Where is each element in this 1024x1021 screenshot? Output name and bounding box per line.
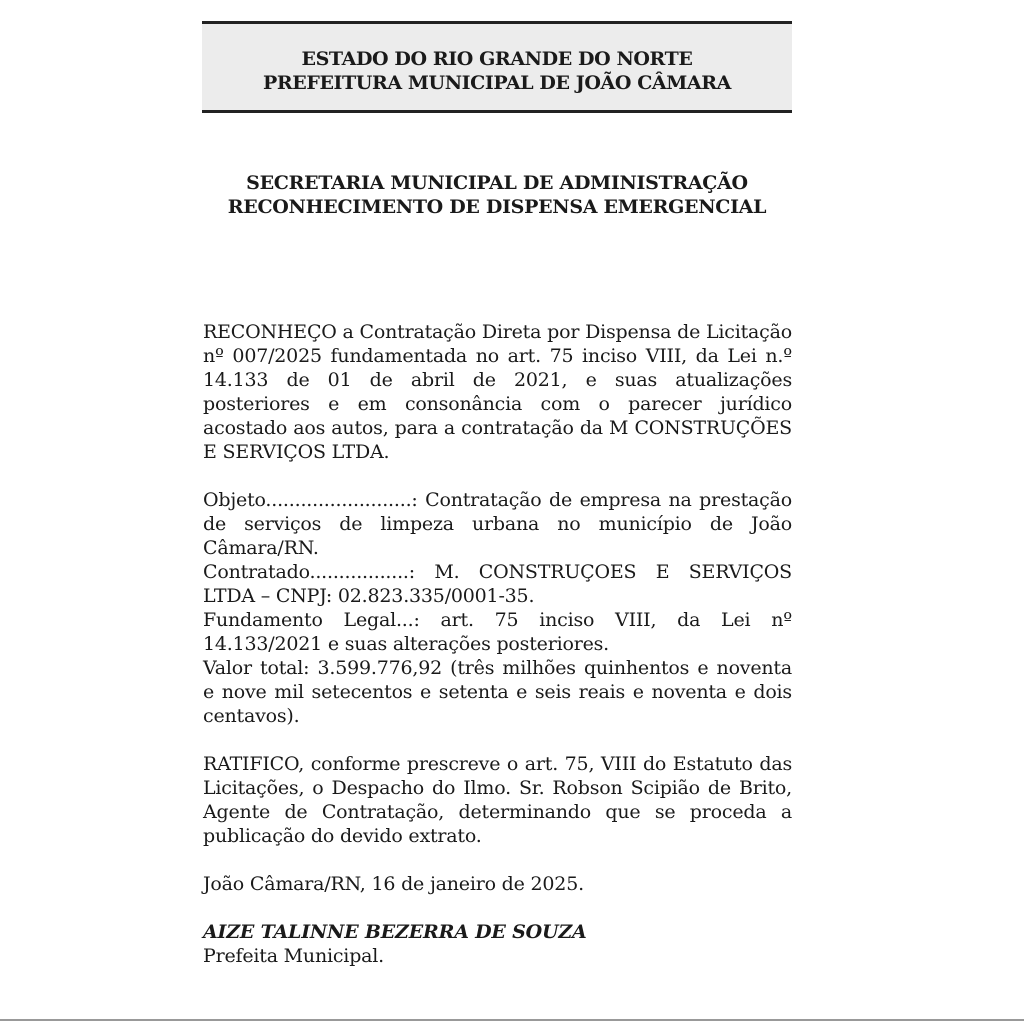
spacer [203, 464, 792, 488]
state-name: ESTADO DO RIO GRANDE DO NORTE [301, 48, 693, 70]
ratification-paragraph: RATIFICO, conforme prescreve o art. 75, VIII do Estatuto das Licitações, o Despacho do Ilmo. Sr. Robson Scipião de Brito, Agente de Contratação, determinando que se proceda a publicação do devido extrato. [203, 753, 792, 847]
spacer [203, 728, 792, 752]
signatory-name: AIZE TALINNE BEZERRA DE SOUZA [203, 921, 587, 943]
valor-field: Valor total: 3.599.776,92 (três milhões quinhentos e noventa e nove mil setecentos e setenta e seis reais e noventa e dois centavos). [203, 657, 792, 727]
header-banner [202, 21, 792, 113]
recognition-paragraph: RECONHEÇO a Contratação Direta por Dispensa de Licitação nº 007/2025 fundamentada no art. 75 inciso VIII, da Lei n.º 14.133 de 01 de abril de 2021, e suas atualizações posteriores e em consonância com o parecer jurídico acostado aos autos, para a contratação da M CONSTRUÇÕES E SERVIÇOS LTDA. [203, 321, 792, 463]
spacer [203, 848, 792, 872]
department-heading [190, 171, 804, 219]
signatory-title: Prefeita Municipal. [203, 945, 384, 967]
spacer [203, 896, 792, 920]
place-date: João Câmara/RN, 16 de janeiro de 2025. [203, 873, 584, 895]
department-name: SECRETARIA MUNICIPAL DE ADMINISTRAÇÃO [246, 172, 748, 194]
document-title: RECONHECIMENTO DE DISPENSA EMERGENCIAL [227, 196, 767, 218]
contratado-field: Contratado.................: M. CONSTRUÇOES E SERVIÇOS LTDA – CNPJ: 02.823.335/0001-35. [203, 561, 792, 607]
municipality-name: PREFEITURA MUNICIPAL DE JOÃO CÂMARA [263, 72, 731, 94]
objeto-field: Objeto.........................: Contratação de empresa na prestação de serviços de limpeza urbana no município de João Câmara/RN. [203, 489, 792, 559]
document-body [203, 320, 792, 968]
fundamento-field: Fundamento Legal...: art. 75 inciso VIII, da Lei nº 14.133/2021 e suas alterações posteriores. [203, 609, 792, 655]
